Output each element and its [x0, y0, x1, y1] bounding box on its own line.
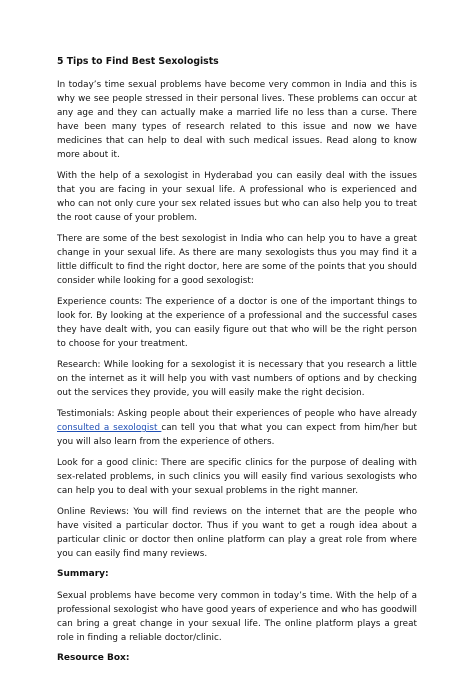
hyderabad-paragraph: With the help of a sexologist in Hyderabad you can easily deal with the issues that you are facing in your sexual life. A professional who is experienced and who can not only cure your sex related issues but who can also help you to treat the root cause of your problem. [57, 171, 417, 223]
tip-testimonials [57, 407, 417, 449]
tip-experience: Experience counts: The experience of a doctor is one of the important things to look for. By looking at the experience of a professional and the successful cases they have dealt with, you can easily figure out that who will be the right person to choose for your treatment. [57, 297, 417, 349]
tip-testimonials-text-end: can tell you that what you can expect from him/her but you will also learn from the experience of others. [57, 423, 418, 447]
document-page [57, 56, 417, 673]
tip-research: Research: While looking for a sexologist it is necessary that you research a little on the internet as it will help you with vast numbers of options and by checking out the services they provide, you will easily make the right decision. [57, 360, 417, 398]
summary-paragraph: Sexual problems have become very common in today’s time. With the help of a professional sexologist who have good years of experience and who has goodwill can bring a great change in your sexual life. The online platform plays a great role in finding a reliable doctor/clinic. [57, 591, 417, 643]
resource-box-heading: Resource Box: [57, 653, 130, 663]
summary-heading: Summary: [57, 569, 109, 579]
tip-testimonials-text-start: Testimonials: Asking people about their experiences of people who have already [57, 409, 417, 419]
consulted-sexologist-link[interactable]: consulted a sexologist [57, 423, 162, 433]
tip-clinic: Look for a good clinic: There are specific clinics for the purpose of dealing with sex-related problems, in such clinics you will easily find various sexologists who can help you to deal with your sexual problems in the right manner. [57, 458, 417, 496]
india-paragraph: There are some of the best sexologist in India who can help you to have a great change in your sexual life. As there are many sexologists thus you may find it a little difficult to find the right doctor, here are some of the points that you should consider while looking for a good sexologist: [57, 234, 417, 286]
tip-reviews: Online Reviews: You will find reviews on the internet that are the people who have visited a particular doctor. Thus if you want to get a rough idea about a particular clinic or doctor then online platform can play a great role from where you can easily find many reviews. [57, 507, 417, 559]
intro-paragraph: In today’s time sexual problems have become very common in India and this is why we see people stressed in their personal lives. These problems can occur at any age and they can actually make a married life no less than a curse. There have been many types of research related to this issue and now we have medicines that can help to deal with such medical issues. Read along to know more about it. [57, 80, 417, 160]
document-title: 5 Tips to Find Best Sexologists [57, 56, 219, 67]
